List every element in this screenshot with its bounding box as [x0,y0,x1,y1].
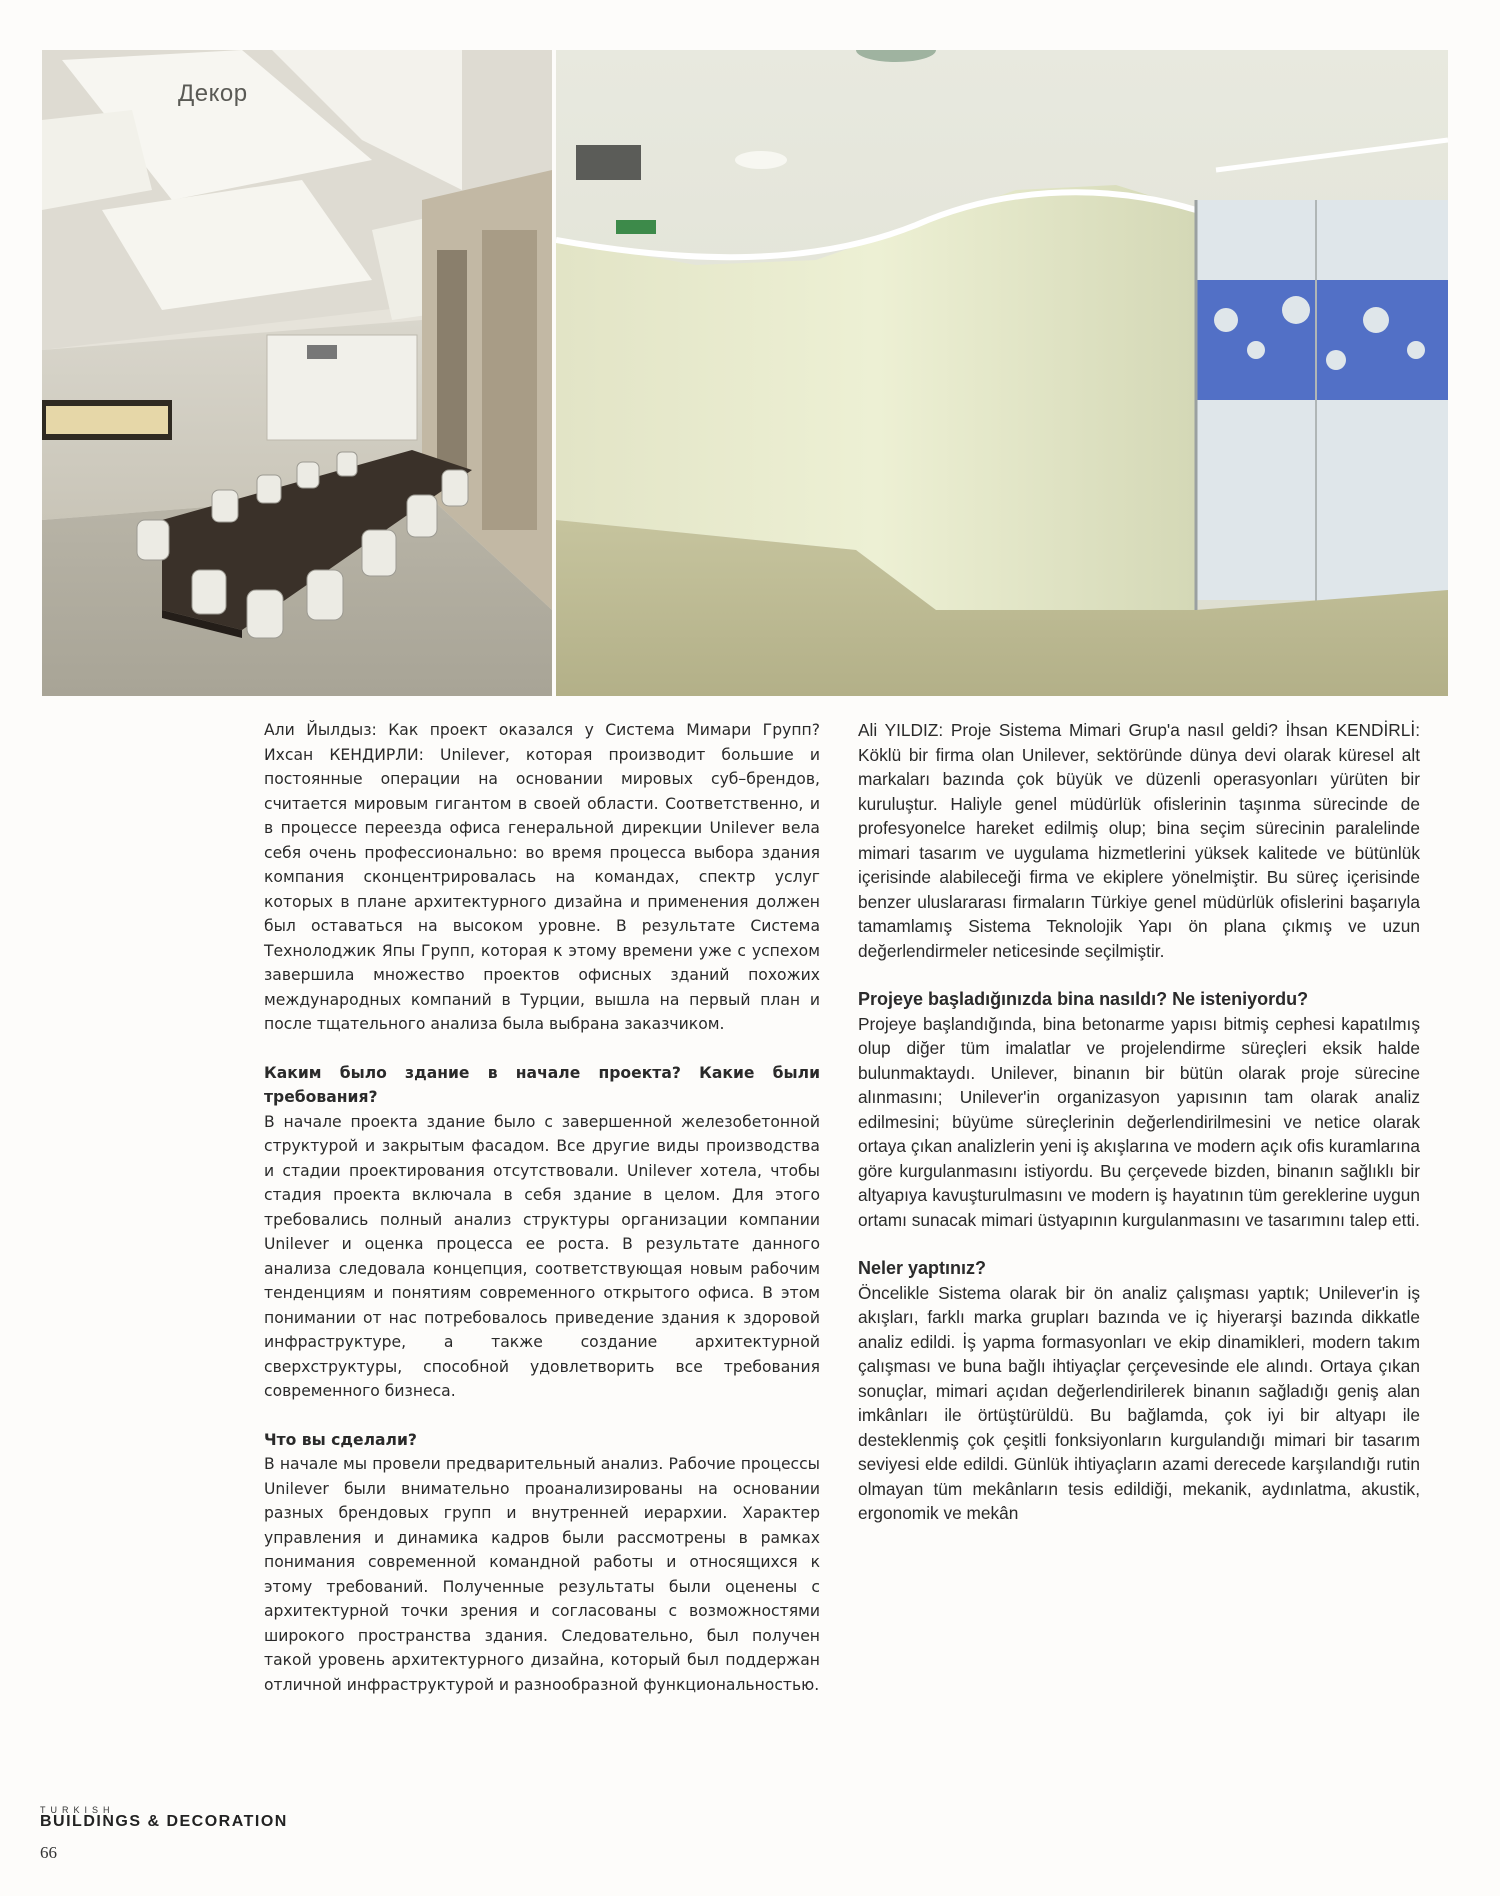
curved-wall-photo [556,50,1448,696]
tr-heading-what-done: Neler yaptınız? [858,1258,987,1278]
section-tag: Декор [178,80,248,107]
ru-intro-paragraph: Али Йылдыз: Как проект оказался у Система Мимари Групп? Ихсан КЕНДИРЛИ: Unilever, которая производит большие и постоянные операции на основании мировых суб–брендов, считается мировым гигантом в своей области. Соответственно, и в процессе переезда офиса генеральной дирекции Unilever вела себя очень профессионально: во время процесса выбора здания компания сконцентрировалась на командах, спектр услуг которых в плане архитектурного дизайна и применения должен был оставаться на высоком уровне. В результате Система Технолоджик Япы Групп, которая к этому времени уже с успехом завершила множество проектов офисных зданий похожих международных компаний в Турции, вышла на первый план и после тщательного анализа была выбрана заказчиком. [264,721,820,1033]
russian-article-column [264,718,820,1697]
tr-paragraph-what-done: Öncelikle Sistema olarak bir ön analiz çalışması yaptık; Unilever'in iş akışları, farklı marka grupları bazında ve iç hiyerarşi bazında dikkatle analiz edildi. İş yapma formasyonları ve ekip dinamikleri, modern takım çalışması ve buna bağlı ihtiyaçlar çerçevesinde ele alındı. Ortaya çıkan sonuçlar, mimari açıdan değerlendirilerek binanın sağladığı geniş alan imkânları ile örtüştürüldü. Bu bağlamda, çok iyi bir altyapı ile desteklenmiş çok çeşitli fonksiyonların kurgulandığı mimari bir tasarım seviyesi elde edildi. Günlük ihtiyaçların azami derecede karşılandığı rutin olmayan tüm mekânların tesis edildiği, mekanik, aydınlatma, akustik, ergonomik ve mekân [858,1282,1420,1523]
tr-intro-paragraph: Ali YILDIZ: Proje Sistema Mimari Grup'a nasıl geldi? İhsan KENDİRLİ: Köklü bir firma olan Unilever, sektöründe dünya devi olarak küresel alt markaları bazında çok büyük ve düzenli operasyonları yürüten bir kuruluştur. Haliyle genel müdürlük ofislerinin taşınma sürecinde de profesyonelce hareket edilmiş olup; bina seçim sürecinin paralelinde mimari tasarım ve uygulama hizmetlerini yüksek kalitede ve bütünlük içerisinde alabileceği firma ve ekiplere yönelmiştir. Bu süreç içerisinde benzer uluslararası firmaların Türkiye genel müdürlük ofislerini başarıyla tamamlamış Sistema Teknolojik Yapı ön plana çıkmış ve uzun değerlendirmeler neticesinde seçilmiştir. [858,720,1420,961]
brand-big-text: BUILDINGS & DECORATION [40,1813,288,1830]
tr-paragraph-building: Projeye başlandığında, bina betonarme yapısı bitmiş cephesi kapatılmış olup diğer tüm imalatlar ve projelendirme süreçleri eksik halde bulunmaktaydı. Unilever, binanın bir bütün olarak proje sürecine alınmasını; Unilever'in organizasyon yapısının tam olarak analiz edilmesini; büyüme süreçlerinin değerlendirilmesini ve netice olarak ortaya çıkan analizlerin yeni iş akışlarına ve modern açık ofis kuramlarına göre kurgulanmasını istiyordu. Bu çerçevede bizden, binanın sağlıklı bir altyapıya kavuşturulmasını ve modern iş hayatının tüm gereklerine uygun ortamı sunacak mimari üstyapının kurgulanmasını ve tasarımını talep etti. [858,1013,1420,1230]
magazine-brand [40,1805,288,1831]
brand-small-text: TURKISH [40,1805,115,1815]
tr-heading-building: Projeye başladığınızda bina nasıldı? Ne isteniyordu? [858,989,1309,1009]
ru-paragraph-building: В начале проекта здание было с завершенной железобетонной структурой и закрытым фасадом. Все другие виды производства и стадии проектирования отсутствовали. Unilever хотела, чтобы стадия проекта включала в себя здание в целом. Для этого требовались полный анализ структуры организации компании Unilever и оценка процесса ее роста. В результате данного анализа следовала концепция, соответствующая новым рабочим тенденциям и понятиям современного открытого офиса. В этом понимании от нас потребовалось приведение здания к здоровой инфраструктуре, а также создание архитектурной сверхструктуры, способной удовлетворить все требования современного бизнеса. [264,1112,820,1400]
ru-paragraph-what-done: В начале мы провели предварительный анализ. Рабочие процессы Unilever были внимательно проанализированы на основании разных брендовых групп и внутренней иерархии. Характер управления и динамика кадров были рассмотрены в рамках понимания современной командной работы и относящихся к этому требований. Полученные результаты были оценены с архитектурной точки зрения и согласованы с возможностями широкого пространства здания. Следовательно, был получен такой уровень архитектурного дизайна, который был поддержан отличной инфраструктурой и разнообразной функциональностью. [264,1455,820,1694]
ru-heading-building: Каким было здание в начале проекта? Какие были требования? [264,1063,820,1106]
ru-heading-what-done: Что вы сделали? [264,1430,417,1449]
page-number: 66 [40,1843,57,1862]
turkish-article-column [858,718,1420,1526]
conference-room-photo [42,50,552,696]
